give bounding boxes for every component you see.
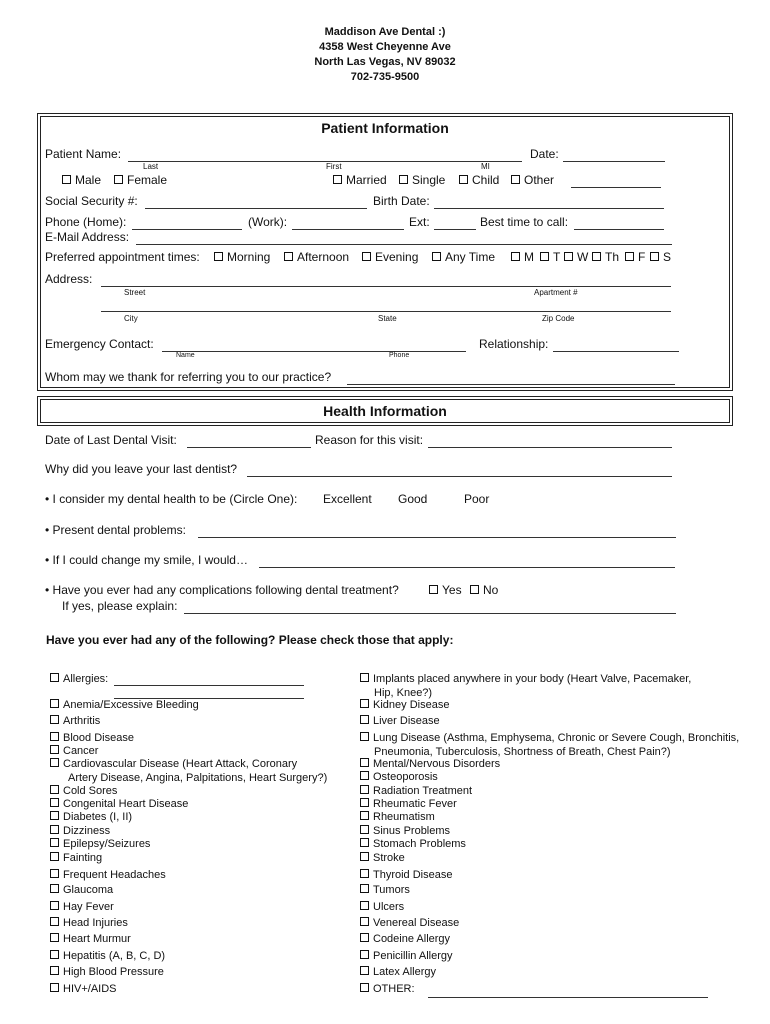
checkbox-icon[interactable]: [625, 252, 634, 261]
smile-field[interactable]: [259, 553, 675, 568]
emergency-contact-label: Emergency Contact:: [45, 337, 154, 351]
emergency-contact-field[interactable]: [162, 337, 466, 352]
condition-right-label: Rheumatic Fever: [373, 798, 457, 810]
implants-continuation: Hip, Knee?): [374, 687, 433, 699]
checkbox-icon[interactable]: [50, 884, 59, 893]
checkbox-icon[interactable]: [50, 933, 59, 942]
any-time-label: Any Time: [445, 250, 496, 264]
checkbox-icon[interactable]: [564, 252, 573, 261]
why-leave-label: Why did you leave your last dentist?: [45, 462, 238, 476]
checkbox-icon[interactable]: [360, 901, 369, 910]
checkbox-icon[interactable]: [432, 252, 441, 261]
checkbox-icon[interactable]: [650, 252, 659, 261]
name-sublabel: Name: [176, 352, 195, 359]
condition-right-label: Lung Disease (Asthma, Emphysema, Chronic or Severe Cough, Bronchitis,: [373, 732, 740, 744]
condition-left-label: Hay Fever: [63, 901, 114, 913]
condition-right-item[interactable]: [360, 917, 459, 929]
checkbox-icon[interactable]: [333, 175, 342, 184]
condition-left-label: Heart Murmur: [63, 933, 131, 945]
condition-left-label: Hepatitis (A, B, C, D): [63, 950, 166, 962]
phone-home-label: Phone (Home):: [45, 215, 127, 229]
checkbox-icon[interactable]: [360, 715, 369, 724]
checkbox-icon[interactable]: [50, 983, 59, 992]
checkbox-icon[interactable]: [540, 252, 549, 261]
condition-right-label: Penicillin Allergy: [373, 950, 453, 962]
condition-right-item[interactable]: [360, 983, 415, 995]
condition-left-item[interactable]: [50, 917, 128, 929]
checkbox-icon[interactable]: [50, 869, 59, 878]
condition-left-label: Blood Disease: [63, 732, 134, 744]
checkbox-icon[interactable]: [50, 673, 59, 682]
checkbox-icon[interactable]: [360, 884, 369, 893]
evening-label: Evening: [375, 250, 419, 264]
checkbox-icon[interactable]: [470, 585, 479, 594]
checkbox-icon[interactable]: [50, 811, 59, 820]
checkbox-icon[interactable]: [511, 175, 520, 184]
male-option[interactable]: [62, 173, 101, 187]
checkbox-icon[interactable]: [360, 869, 369, 878]
checkbox-icon[interactable]: [360, 983, 369, 992]
condition-right-label: Radiation Treatment: [373, 785, 473, 797]
section-title-patient: Patient Information: [321, 120, 449, 136]
condition-right-item[interactable]: [360, 811, 435, 823]
birth-date-label: Birth Date:: [373, 194, 430, 208]
address-street-field[interactable]: [101, 272, 671, 287]
condition-left-item[interactable]: [50, 699, 199, 711]
condition-left-item[interactable]: [50, 758, 297, 770]
address-label: Address:: [45, 272, 93, 286]
yes-label: Yes: [442, 583, 462, 597]
relationship-label: Relationship:: [479, 337, 549, 351]
date-label: Date:: [530, 147, 559, 161]
relationship-field[interactable]: [553, 337, 679, 352]
other-option[interactable]: [511, 173, 554, 187]
checkbox-icon[interactable]: [50, 785, 59, 794]
day-s-option[interactable]: [650, 250, 671, 264]
condition-left-label: Head Injuries: [63, 917, 128, 929]
condition-right-item[interactable]: [360, 933, 450, 945]
checkbox-icon[interactable]: [459, 175, 468, 184]
checkbox-icon[interactable]: [50, 798, 59, 807]
single-option[interactable]: [399, 173, 445, 187]
consider-text: I consider my dental health to be (Circle One):: [52, 492, 298, 506]
checkbox-icon[interactable]: [50, 852, 59, 861]
married-label: Married: [346, 173, 387, 187]
condition-left-item[interactable]: [50, 825, 110, 837]
day-th-option[interactable]: [592, 250, 619, 264]
checkbox-icon[interactable]: [399, 175, 408, 184]
checkbox-icon[interactable]: [284, 252, 293, 261]
condition-right-item[interactable]: [360, 771, 438, 783]
condition-right-item[interactable]: [360, 732, 739, 744]
condition-right-label: Codeine Allergy: [373, 933, 451, 945]
cardio-continuation: Artery Disease, Angina, Palpitations, Heart Surgery?): [68, 772, 328, 784]
present-problems-label: • Present dental problems:: [45, 523, 186, 537]
condition-right-item[interactable]: [360, 699, 449, 711]
condition-left-item[interactable]: [50, 884, 113, 896]
day-f-option[interactable]: [625, 250, 645, 264]
checkbox-icon[interactable]: [50, 838, 59, 847]
patient-name-field[interactable]: [128, 147, 522, 162]
checkbox-icon[interactable]: [360, 732, 369, 741]
checkbox-icon[interactable]: [592, 252, 601, 261]
condition-right-item[interactable]: [360, 825, 450, 837]
work-label: (Work):: [248, 215, 288, 229]
condition-left-label: Fainting: [63, 852, 103, 864]
condition-left-item[interactable]: [50, 798, 188, 810]
condition-left-label: Arthritis: [63, 715, 101, 727]
checkbox-icon[interactable]: [50, 966, 59, 975]
condition-left-item[interactable]: [50, 673, 108, 685]
female-label: Female: [127, 173, 168, 187]
checkbox-icon[interactable]: [50, 758, 59, 767]
condition-left-label: Epilepsy/Seizures: [63, 838, 151, 850]
mi-sublabel: MI: [481, 162, 490, 171]
female-option[interactable]: [114, 173, 167, 187]
day-label: T: [553, 250, 561, 264]
evening-option[interactable]: [362, 250, 418, 264]
complications-label: • Have you ever had any complications following dental treatment?: [45, 583, 399, 597]
morning-option[interactable]: [214, 250, 270, 264]
condition-right-item[interactable]: [360, 798, 457, 810]
checkbox-icon[interactable]: [114, 175, 123, 184]
day-label: F: [638, 250, 646, 264]
practice-name: Maddison Ave Dental :): [324, 26, 446, 38]
checkbox-icon[interactable]: [429, 585, 438, 594]
section-title-health: Health Information: [323, 403, 447, 419]
condition-right-label: Osteoporosis: [373, 771, 438, 783]
condition-left-label: Allergies:: [63, 673, 109, 685]
condition-left-label: HIV+/AIDS: [63, 983, 117, 995]
condition-left-item[interactable]: [50, 869, 166, 881]
condition-left-item[interactable]: [50, 852, 102, 864]
condition-left-label: Congenital Heart Disease: [63, 798, 189, 810]
present-text: Present dental problems:: [52, 523, 186, 537]
phone-sublabel: Phone: [389, 352, 410, 359]
email-label: E-Mail Address:: [45, 230, 130, 244]
condition-left-label: Cancer: [63, 745, 99, 757]
condition-left-item[interactable]: [50, 950, 165, 962]
condition-right-item[interactable]: [360, 884, 410, 896]
condition-left-item[interactable]: [50, 715, 100, 727]
checkbox-icon[interactable]: [360, 771, 369, 780]
conditions-heading: Have you ever had any of the following? Please check those that apply:: [46, 633, 454, 647]
ssn-label: Social Security #:: [45, 194, 138, 208]
allergies-field-1[interactable]: [114, 673, 304, 686]
condition-right-item[interactable]: [360, 758, 500, 770]
morning-label: Morning: [227, 250, 271, 264]
checkbox-icon[interactable]: [50, 950, 59, 959]
checkbox-icon[interactable]: [511, 252, 520, 261]
street-sublabel: Street: [124, 288, 146, 297]
checkbox-icon[interactable]: [360, 811, 369, 820]
condition-right-item[interactable]: [360, 966, 436, 978]
last-visit-label: Date of Last Dental Visit:: [45, 433, 177, 447]
child-option[interactable]: [459, 173, 499, 187]
ext-label: Ext:: [409, 215, 430, 229]
no-label: No: [483, 583, 499, 597]
condition-right-label: Venereal Disease: [373, 917, 460, 929]
condition-right-label: OTHER:: [373, 983, 415, 995]
first-sublabel: First: [326, 162, 342, 171]
preferred-times-label: Preferred appointment times:: [45, 250, 200, 264]
yes-option[interactable]: [429, 583, 462, 597]
phone-home-field[interactable]: [132, 215, 242, 230]
condition-right-label: Sinus Problems: [373, 825, 451, 837]
birth-date-field[interactable]: [434, 194, 664, 209]
other-label: Other: [524, 173, 555, 187]
condition-right-item[interactable]: [360, 950, 452, 962]
condition-left-label: Glaucoma: [63, 884, 114, 896]
checkbox-icon[interactable]: [360, 852, 369, 861]
condition-left-label: Anemia/Excessive Bleeding: [63, 699, 199, 711]
checkbox-icon[interactable]: [360, 758, 369, 767]
checkbox-icon[interactable]: [360, 825, 369, 834]
excellent-option[interactable]: Excellent: [323, 492, 372, 506]
practice-street: 4358 West Cheyenne Ave: [319, 41, 451, 53]
email-field[interactable]: [136, 230, 672, 245]
condition-right-label: Ulcers: [373, 901, 405, 913]
smile-text: If I could change my smile, I would…: [52, 553, 248, 567]
practice-phone: 702-735-9500: [350, 71, 420, 83]
condition-left-item[interactable]: [50, 901, 114, 913]
no-option[interactable]: [470, 583, 498, 597]
checkbox-icon[interactable]: [360, 966, 369, 975]
checkbox-icon[interactable]: [50, 917, 59, 926]
condition-right-label: Mental/Nervous Disorders: [373, 758, 501, 770]
referral-field[interactable]: [347, 370, 675, 385]
checkbox-icon[interactable]: [50, 699, 59, 708]
checkbox-icon[interactable]: [50, 901, 59, 910]
checkbox-icon[interactable]: [62, 175, 71, 184]
checkbox-icon[interactable]: [50, 732, 59, 741]
health-information-header: [40, 399, 730, 423]
condition-right-label: Liver Disease: [373, 715, 440, 727]
checkbox-icon[interactable]: [360, 917, 369, 926]
condition-left-item[interactable]: [50, 811, 132, 823]
condition-left-item[interactable]: [50, 745, 98, 757]
condition-right-item[interactable]: [360, 838, 466, 850]
condition-right-label: Kidney Disease: [373, 699, 450, 711]
married-option[interactable]: [333, 173, 387, 187]
checkbox-icon[interactable]: [360, 838, 369, 847]
condition-right-label: Thyroid Disease: [373, 869, 453, 881]
condition-left-item[interactable]: [50, 933, 131, 945]
condition-right-label: Stomach Problems: [373, 838, 466, 850]
city-sublabel: City: [124, 314, 138, 323]
best-time-field[interactable]: [574, 215, 664, 230]
condition-left-item[interactable]: [50, 983, 117, 995]
practice-city: North Las Vegas, NV 89032: [314, 56, 456, 68]
condition-right-label: Rheumatism: [373, 811, 435, 823]
condition-right-item[interactable]: [360, 785, 472, 797]
checkbox-icon[interactable]: [362, 252, 371, 261]
condition-left-label: Cold Sores: [63, 785, 118, 797]
last-visit-field[interactable]: [187, 433, 311, 448]
male-label: Male: [75, 173, 102, 187]
poor-option[interactable]: Poor: [464, 492, 490, 506]
other-field[interactable]: [571, 173, 661, 188]
allergies-field-1b[interactable]: [114, 686, 304, 699]
day-label: M: [524, 250, 534, 264]
checkbox-icon[interactable]: [360, 950, 369, 959]
present-problems-field[interactable]: [198, 523, 676, 538]
checkbox-icon[interactable]: [50, 745, 59, 754]
day-label: W: [577, 250, 589, 264]
child-label: Child: [472, 173, 500, 187]
condition-left-item[interactable]: [50, 785, 117, 797]
ext-field[interactable]: [434, 215, 476, 230]
checkbox-icon[interactable]: [214, 252, 223, 261]
condition-right-item[interactable]: [360, 673, 691, 685]
complications-text: Have you ever had any complications following dental treatment?: [52, 583, 399, 597]
condition-left-label: High Blood Pressure: [63, 966, 164, 978]
why-leave-field[interactable]: [247, 462, 672, 477]
last-sublabel: Last: [143, 162, 159, 171]
any-time-option[interactable]: [432, 250, 495, 264]
condition-left-item[interactable]: [50, 838, 150, 850]
day-label: S: [663, 250, 672, 264]
condition-right-item[interactable]: [360, 852, 405, 864]
checkbox-icon[interactable]: [360, 785, 369, 794]
condition-right-label: Tumors: [373, 884, 410, 896]
checkbox-icon[interactable]: [360, 798, 369, 807]
condition-right-label: Latex Allergy: [373, 966, 436, 978]
condition-right-label: Stroke: [373, 852, 405, 864]
condition-left-label: Cardiovascular Disease (Heart Attack, Coronary: [63, 758, 298, 770]
best-time-label: Best time to call:: [480, 215, 569, 229]
work-field[interactable]: [292, 215, 404, 230]
referral-label: Whom may we thank for referring you to our practice?: [45, 370, 332, 384]
zip-sublabel: Zip Code: [542, 314, 575, 323]
good-option[interactable]: Good: [398, 492, 428, 506]
checkbox-icon[interactable]: [360, 933, 369, 942]
checkbox-icon[interactable]: [360, 673, 369, 682]
single-label: Single: [412, 173, 446, 187]
condition-right-label: Implants placed anywhere in your body (Heart Valve, Pacemaker,: [373, 673, 692, 685]
reason-field[interactable]: [428, 433, 672, 448]
address-city-field[interactable]: [101, 297, 671, 312]
day-w-option[interactable]: [564, 250, 588, 264]
checkbox-icon[interactable]: [360, 699, 369, 708]
day-t-option[interactable]: [540, 250, 560, 264]
condition-left-label: Dizziness: [63, 825, 111, 837]
ssn-field[interactable]: [145, 194, 367, 209]
day-m-option[interactable]: [511, 250, 534, 264]
explain-field[interactable]: [184, 599, 676, 614]
condition-left-item[interactable]: [50, 966, 164, 978]
explain-label: If yes, please explain:: [62, 599, 178, 613]
condition-left-item[interactable]: [50, 732, 134, 744]
condition-right-item[interactable]: [360, 901, 404, 913]
apartment-sublabel: Apartment #: [534, 288, 578, 297]
lung-continuation: Pneumonia, Tuberculosis, Shortness of Breath, Chest Pain?): [374, 746, 671, 758]
condition-left-label: Diabetes (I, II): [63, 811, 133, 823]
checkbox-icon[interactable]: [50, 825, 59, 834]
afternoon-option[interactable]: [284, 250, 349, 264]
afternoon-label: Afternoon: [297, 250, 350, 264]
condition-right-item[interactable]: [360, 869, 452, 881]
reason-label: Reason for this visit:: [315, 433, 424, 447]
consider-label: • I consider my dental health to be (Circle One):: [45, 492, 298, 506]
other-condition-field[interactable]: [428, 985, 708, 998]
patient-name-label: Patient Name:: [45, 147, 122, 161]
date-field[interactable]: [563, 147, 665, 162]
condition-right-item[interactable]: [360, 715, 440, 727]
smile-label: • If I could change my smile, I would…: [45, 553, 248, 567]
checkbox-icon[interactable]: [50, 715, 59, 724]
day-label: Th: [605, 250, 620, 264]
state-sublabel: State: [378, 314, 397, 323]
condition-left-label: Frequent Headaches: [63, 869, 166, 881]
